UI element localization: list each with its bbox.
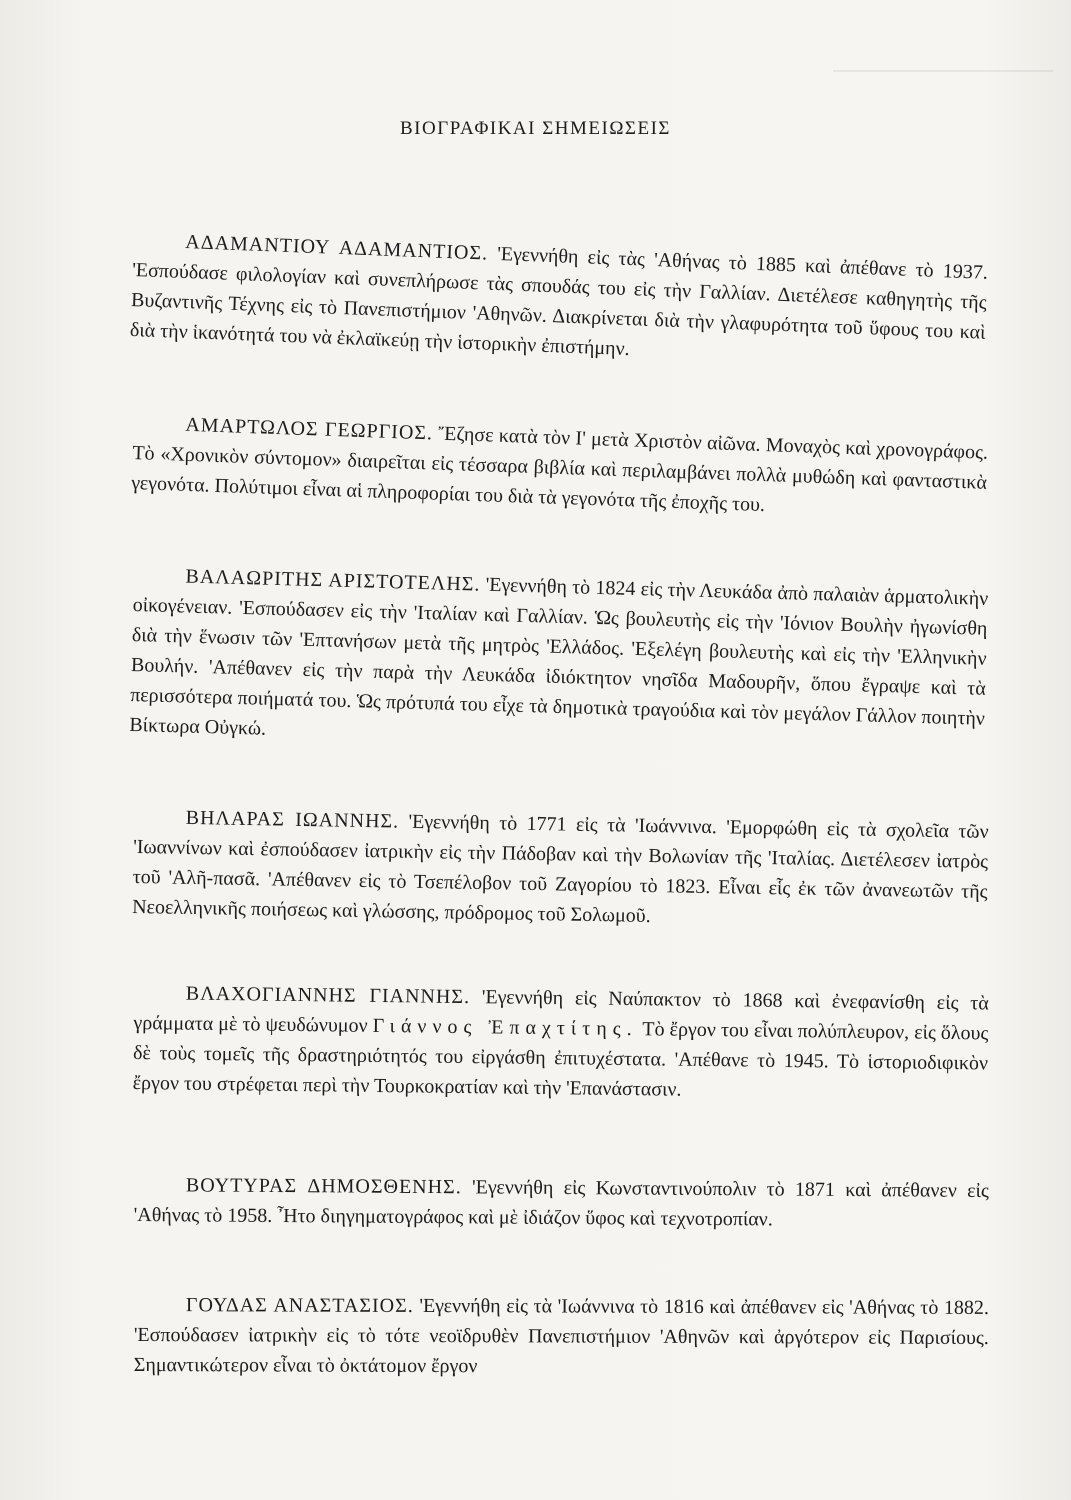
page-title: ΒΙΟΓΡΑΦΙΚΑΙ ΣΗΜΕΙΩΣΕΙΣ [399, 118, 671, 139]
entry-name: ΑΜΑΡΤΩΛΟΣ ΓΕΩΡΓΙΟΣ. [185, 413, 434, 445]
entry-pseudonym: Γιάννος Ἐπαχτίτης. [372, 1014, 638, 1041]
entry-name: ΒΟΥΤΥΡΑΣ ΔΗΜΟΣΘΕΝΗΣ. [185, 1174, 462, 1199]
entry-name: ΒΗΛΑΡΑΣ ΙΩΑΝΝΗΣ. [185, 806, 400, 833]
entry-vlachogiannis [133, 978, 989, 1108]
entry-text: Ἔζησε κατὰ τὸν Ι' μετὰ Χριστὸν αἰῶνα. Μοναχὸς καὶ χρονογράφος. Τὸ «Χρονικὸν σύντομον» διαιρεῖται εἰς τέσσαρα βιβλία καὶ περιλαμβάνει πολλὰ μυθώδη καὶ φανταστικὰ γεγονότα. Πολύτιμοι εἶναι αἱ πληροφορίαι του διὰ τὰ γεγονότα τῆς ἐποχῆς του. [130, 422, 989, 517]
entry-name: ΒΛΑΧΟΓΙΑΝΝΗΣ ΓΙΑΝΝΗΣ. [185, 982, 471, 1009]
entry-text: 'Εγεννήθη τὸ 1824 εἰς τὴν Λευκάδα ἀπὸ παλαιὰν ἁρματολικὴν οἰκογένειαν. 'Εσπούδασεν εἰς τὴν 'Ιταλίαν καὶ Γαλλίαν. Ὡς βουλευτὴς εἰς τὴν 'Ιόνιον Βουλὴν ἠγωνίσθη διὰ τὴν ἕνωσιν τῶν 'Επτανήσων μετὰ τῆς μητρὸς 'Ελλάδος. 'Εξελέγη βουλευτὴς καὶ εἰς τὴν 'Ελληνικὴν Βουλήν. 'Απέθανεν εἰς τὴν παρὰ τὴν Λευκάδα ἰδιόκτητον νησῖδα Μαδουρῆν, ὅπου ἔγραψε καὶ τὰ περισσότερα ποιήματά του. Ὡς πρότυπά του εἶχε τὰ δημοτικὰ τραγούδια καὶ τὸν μεγάλον Γάλλον ποιητὴν Βίκτωρα Οὐγκώ. [129, 573, 989, 740]
entry-name: ΒΑΛΑΩΡΙΤΗΣ ΑΡΙΣΤΟΤΕΛΗΣ. [185, 565, 481, 596]
entry-name: ΓΟΥΔΑΣ ΑΝΑΣΤΑΣΙΟΣ. [185, 1294, 414, 1317]
entry-text-before: 'Εγεννήθη εἰς Ναύπακτον τὸ 1868 καὶ ἐνεφανίσθη εἰς τὰ γράμματα μὲ τὸ ψευδώνυμον [133, 986, 989, 1037]
entry-text: 'Εγεννήθη εἰς τὰ 'Ιωάννινα τὸ 1816 καὶ ἀπέθανεν εἰς 'Αθήνας τὸ 1882. 'Εσπούδασεν ἰατρικὴν εἰς τὸ τότε νεοϊδρυθὲν Πανεπιστήμιον 'Αθηνῶν καὶ ἀργότερον εἰς Παρισίους. Σημαντικώτερον εἶναι τὸ ὀκτάτομον ἔργον [133, 1294, 989, 1378]
entry-text: 'Εγεννήθη τὸ 1771 εἰς τὰ 'Ιωάννινα. 'Εμορφώθη εἰς τὰ σχολεῖα τῶν 'Ιωαννίνων καὶ ἐσπούδασεν ἰατρικὴν εἰς τὴν Πάδοβαν καὶ τὴν Βολωνίαν τῆς 'Ιταλίας. Διετέλεσεν ἰατρὸς τοῦ 'Αλῆ-πασᾶ. 'Απέθανεν εἰς τὸ Τσεπέλοβον τοῦ Ζαγορίου τὸ 1823. Εἶναι εἷς ἐκ τῶν ἀνανεωτῶν τῆς Νεοελληνικῆς ποιήσεως καὶ γλώσσης, πρόδρομος τοῦ Σολωμοῦ. [131, 810, 989, 928]
entry-adamantiou [129, 225, 988, 378]
entry-voutyras [134, 1170, 989, 1236]
entry-text: 'Εγεννήθη εἰς Κωνσταντινούπολιν τὸ 1871 καὶ ἀπέθανεν εἰς 'Αθήνας τὸ 1958. Ἦτο διηγηματογράφος καὶ μὲ ἰδιάζον ὕφος καὶ τεχνοτροπίαν. [133, 1176, 989, 1231]
entry-name: ΑΔΑΜΑΝΤΙΟΥ ΑΔΑΜΑΝΤΙΟΣ. [184, 230, 489, 265]
entry-text: 'Εγεννήθη εἰς τὰς 'Αθήνας τὸ 1885 καὶ ἀπέθανε τὸ 1937. 'Εσπούδασε φιλολογίαν καὶ συνεπλήρωσε τὰς σπουδάς του εἰς τὴν Γαλλίαν. Διετέλεσε καθηγητὴς τῆς Βυζαντινῆς Τέχνης εἰς τὸ Πανεπιστήμιον 'Αθηνῶν. Διακρίνεται διὰ τὴν γλαφυρότητα τοῦ ὕφους του καὶ διὰ τὴν ἱκανότητά του νὰ ἐκλαϊκεύῃ τὴν ἱστορικὴν ἐπιστήμην. [129, 242, 989, 361]
entry-vilaras [132, 802, 989, 937]
bleed-through-shadow [833, 30, 1053, 72]
entry-text-after: Τὸ ἔργον του εἶναι πολύπλευρον, εἰς ὅλους δὲ τοὺς τομεῖς τῆς δραστηριότητός του εἰργάσθη ἐπιτυχέστατα. 'Απέθανε τὸ 1945. Τὸ ἱστοριοδιφικὸν ἔργον του στρέφεται περὶ τὴν Τουρκοκρατίαν καὶ τὴν 'Επανάστασιν. [132, 1018, 989, 1101]
entry-valaoritis [129, 560, 989, 764]
entry-amartolos [131, 408, 989, 528]
entry-goudas [134, 1290, 989, 1383]
